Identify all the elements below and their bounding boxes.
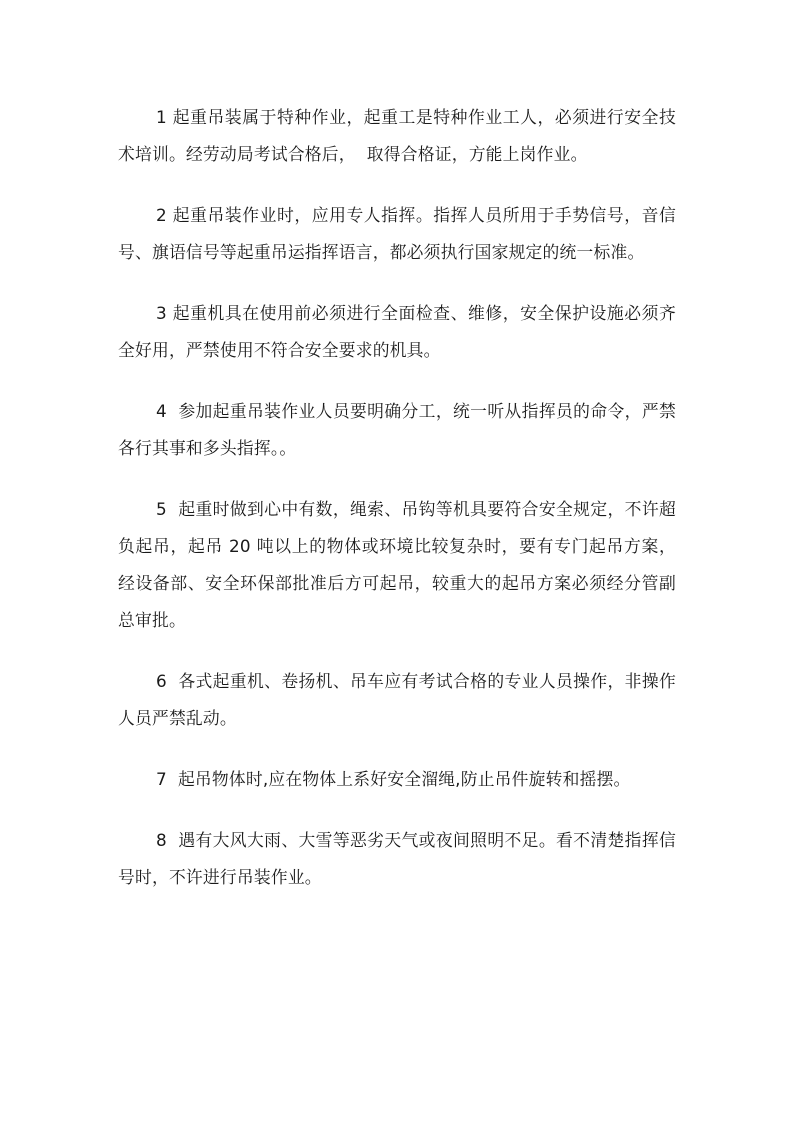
paragraph-7: 7 起吊物体时,应在物体上系好安全溜绳,防止吊件旋转和摇摆。 — [156, 769, 631, 789]
document-body — [118, 99, 676, 920]
paragraph-2: 2 起重吊装作业时，应用专人指挥。指挥人员所用于手势信号，音信号、旗语信号等起重吊运指挥语言，都必须执行国家规定的统一标准。 — [118, 205, 676, 262]
paragraph-4: 4 参加起重吊装作业人员要明确分工，统一听从指挥员的命令，严禁各行其事和多头指挥。。 — [118, 401, 676, 458]
paragraph-5: 5 起重时做到心中有数，绳索、吊钩等机具要符合安全规定，不许超负起吊，起吊 20 吨以上的物体或环境比较复杂时，要有专门起吊方案，经设备部、安全环保部批准后方可起吊，较重大的起吊方案必须经分管副总审批。 — [118, 499, 676, 630]
paragraph-6: 6 各式起重机、卷扬机、吊车应有考试合格的专业人员操作，非操作人员严禁乱动。 — [118, 671, 676, 728]
paragraph-1: 1 起重吊装属于特种作业，起重工是特种作业工人，必须进行安全技术培训。经劳动局考试合格后， 取得合格证，方能上岗作业。 — [118, 107, 676, 164]
paragraph-3: 3 起重机具在使用前必须进行全面检查、维修，安全保护设施必须齐全好用，严禁使用不符合安全要求的机具。 — [118, 303, 676, 360]
paragraph-8: 8 遇有大风大雨、大雪等恶劣天气或夜间照明不足。看不清楚指挥信号时，不许进行吊装作业。 — [118, 830, 676, 887]
